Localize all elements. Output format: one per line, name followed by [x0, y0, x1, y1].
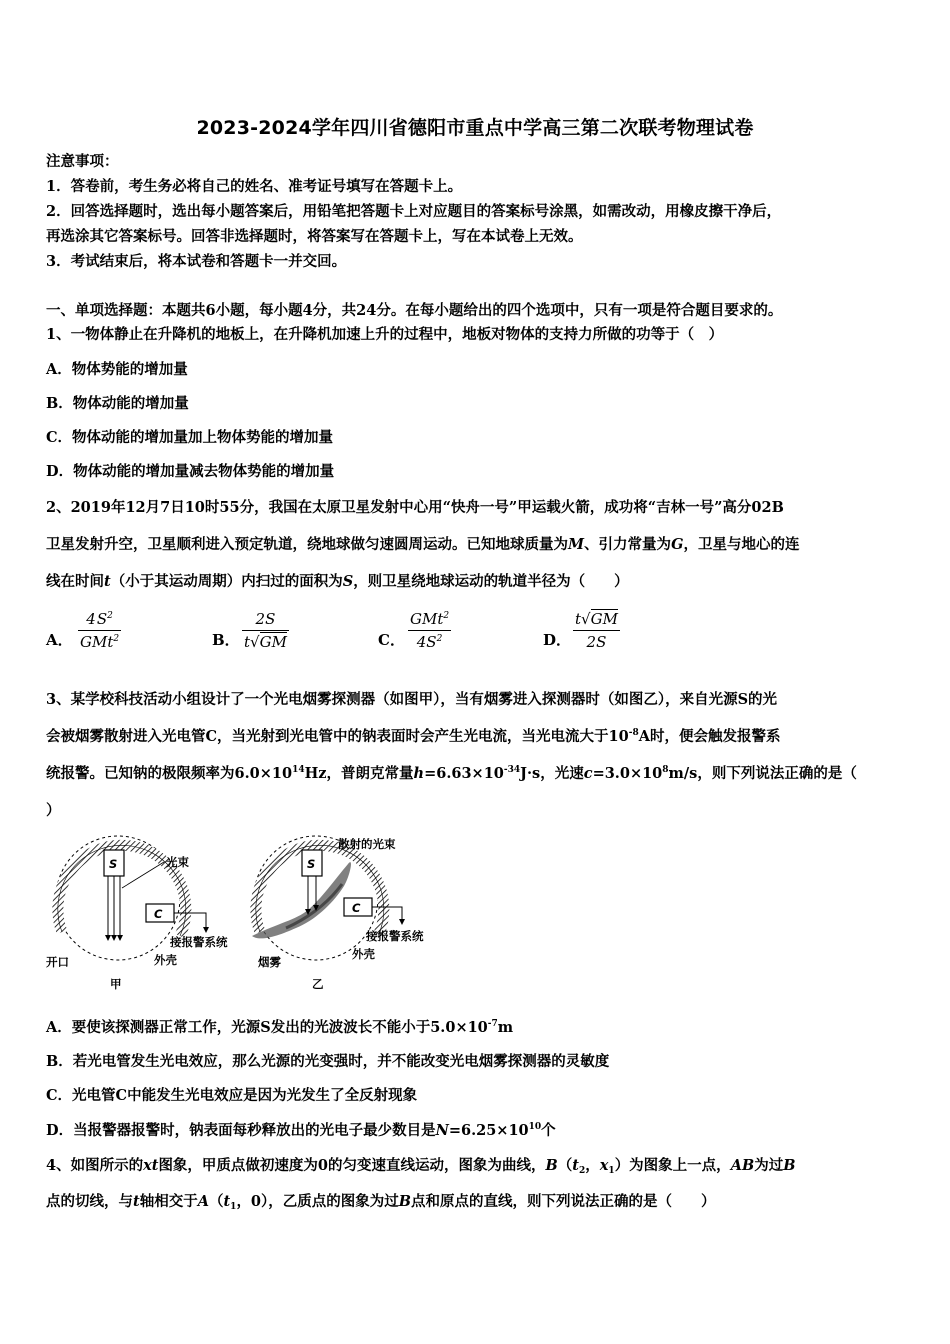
- figure-yi-caption: 乙: [312, 977, 324, 991]
- notice-item-3: 3．考试结束后，将本试卷和答题卡一并交回。: [46, 253, 347, 270]
- shell-label: 外壳: [154, 953, 177, 967]
- q2-line-2: 卫星发射升空，卫星顺利进入预定轨道，绕地球做匀速圆周运动。已知地球质量为M、引力常量为G，卫星与地心的连: [46, 536, 800, 553]
- alarm-label: 接报警系统: [170, 935, 228, 949]
- notice-item-2: 2．回答选择题时，选出每小题答案后，用铅笔把答题卡上对应题目的答案标号涂黑，如需改动，用橡皮擦干净后，: [46, 203, 782, 220]
- q3-line-3: 统报警。已知钠的极限频率为$6.0\times 10^{14}Hz$，普朗克常量$h=6.63\times 10^{-34}J\cdot s$，光速$c=3.0\times 10^8m/s$，则下列说法正确的是（: [46, 765, 857, 782]
- q2-option-d: D． t√GM 2S: [543, 610, 618, 651]
- light-source-label-yi: S: [307, 857, 316, 871]
- notice-item-2-cont: 再选涂其它答案标号。回答非选择题时，将答案写在答题卡上，写在本试卷上无效。: [46, 228, 583, 245]
- q2-option-c: C． GMt$^2$ $4S^2$: [378, 610, 450, 651]
- figure-jia-caption: 甲: [110, 977, 122, 991]
- q2-option-a: A． $4S^2$ GMt$^2$: [46, 610, 120, 651]
- q2-line-1: 2、2019年12月7日10时55分，我国在太原卫星发射中心用“快舟一号”甲运载火箭，成功将“吉林一号”高分02B: [46, 499, 784, 516]
- q2-option-b-fraction: 2S t√GM: [244, 610, 287, 651]
- opening-label: 开口: [46, 955, 69, 969]
- smoke-label: 烟雾: [258, 955, 281, 969]
- page-title: 2023-2024学年四川省德阳市重点中学高三第二次联考物理试卷: [196, 117, 754, 139]
- q1-option-d: D．物体动能的增加量减去物体势能的增加量: [46, 463, 335, 480]
- phototube-label-yi: C: [352, 901, 361, 915]
- q2-option-d-fraction: t√GM 2S: [575, 610, 618, 651]
- q1-stem: 1、一物体静止在升降机的地板上，在升降机加速上升的过程中，地板对物体的支持力所做的功等于（ ）: [46, 326, 724, 343]
- q2-line-3: 线在时间t（小于其运动周期）内扫过的面积为S，则卫星绕地球运动的轨道半径为（ ）: [46, 573, 629, 590]
- q1-option-b: B．物体动能的增加量: [46, 395, 189, 412]
- section-heading: 一、单项选择题：本题共6小题，每小题4分，共24分。在每小题给出的四个选项中，只有一项是符合题目要求的。: [46, 302, 783, 319]
- q2-option-c-fraction: GMt$^2$ $4S^2$: [410, 610, 450, 651]
- notice-heading: 注意事项：: [46, 153, 119, 170]
- alarm-label-yi: 接报警系统: [366, 929, 424, 943]
- q3-line-2: 会被烟雾散射进入光电管C，当光射到光电管中的钠表面时会产生光电流，当光电流大于$10^{-8}A$时，便会触发报警系: [46, 728, 781, 745]
- light-source-label: S: [109, 857, 118, 871]
- q4-line-1: 4、如图所示的xt图象，甲质点做初速度为0的匀变速直线运动，图象为曲线，$B(t_2$，$x_1$）为图象上一点，AB为过B: [46, 1157, 796, 1176]
- q2-option-b: B． 2S t√GM: [212, 610, 287, 651]
- q4-line-2: 点的切线，与t轴相交于$A(t_1$，0），乙质点的图象为过B点和原点的直线，则下列说法正确的是（ ）: [46, 1193, 716, 1212]
- q1-option-a: A．物体势能的增加量: [46, 361, 188, 378]
- notice-item-1: 1．答卷前，考生务必将自己的姓名、准考证号填写在答题卡上。: [46, 178, 463, 195]
- q1-option-c: C．物体动能的增加量加上物体势能的增加量: [46, 429, 334, 446]
- beam-label: 光束: [166, 855, 189, 869]
- smoke-detector-diagram: [46, 828, 446, 994]
- figure-jia: [46, 836, 228, 991]
- shell-label-yi: 外壳: [352, 947, 375, 961]
- scattered-beam-label: 散射的光束: [338, 837, 396, 851]
- q3-option-a: A．要使该探测器正常工作，光源S发出的光波波长不能小于$5.0\times 10^{-7}m$: [46, 1019, 514, 1036]
- q3-line-1: 3、某学校科技活动小组设计了一个光电烟雾探测器（如图甲），当有烟雾进入探测器时（如图乙），来自光源S的光: [46, 691, 778, 708]
- phototube-label: C: [154, 907, 163, 921]
- q2-option-a-fraction: $4S^2$ GMt$^2$: [80, 610, 120, 651]
- q3-option-d: D．当报警器报警时，钠表面每秒释放出的光电子最少数目是$N=6.25\times 10^{10}$个: [46, 1122, 556, 1139]
- q3-figure: [46, 828, 446, 998]
- q3-option-b: B．若光电管发生光电效应，那么光源的光变强时，并不能改变光电烟雾探测器的灵敏度: [46, 1053, 610, 1070]
- figure-yi: [252, 836, 424, 991]
- q3-option-c: C．光电管C中能发生光电效应是因为光发生了全反射现象: [46, 1087, 418, 1104]
- q3-line-4: ）: [46, 802, 61, 819]
